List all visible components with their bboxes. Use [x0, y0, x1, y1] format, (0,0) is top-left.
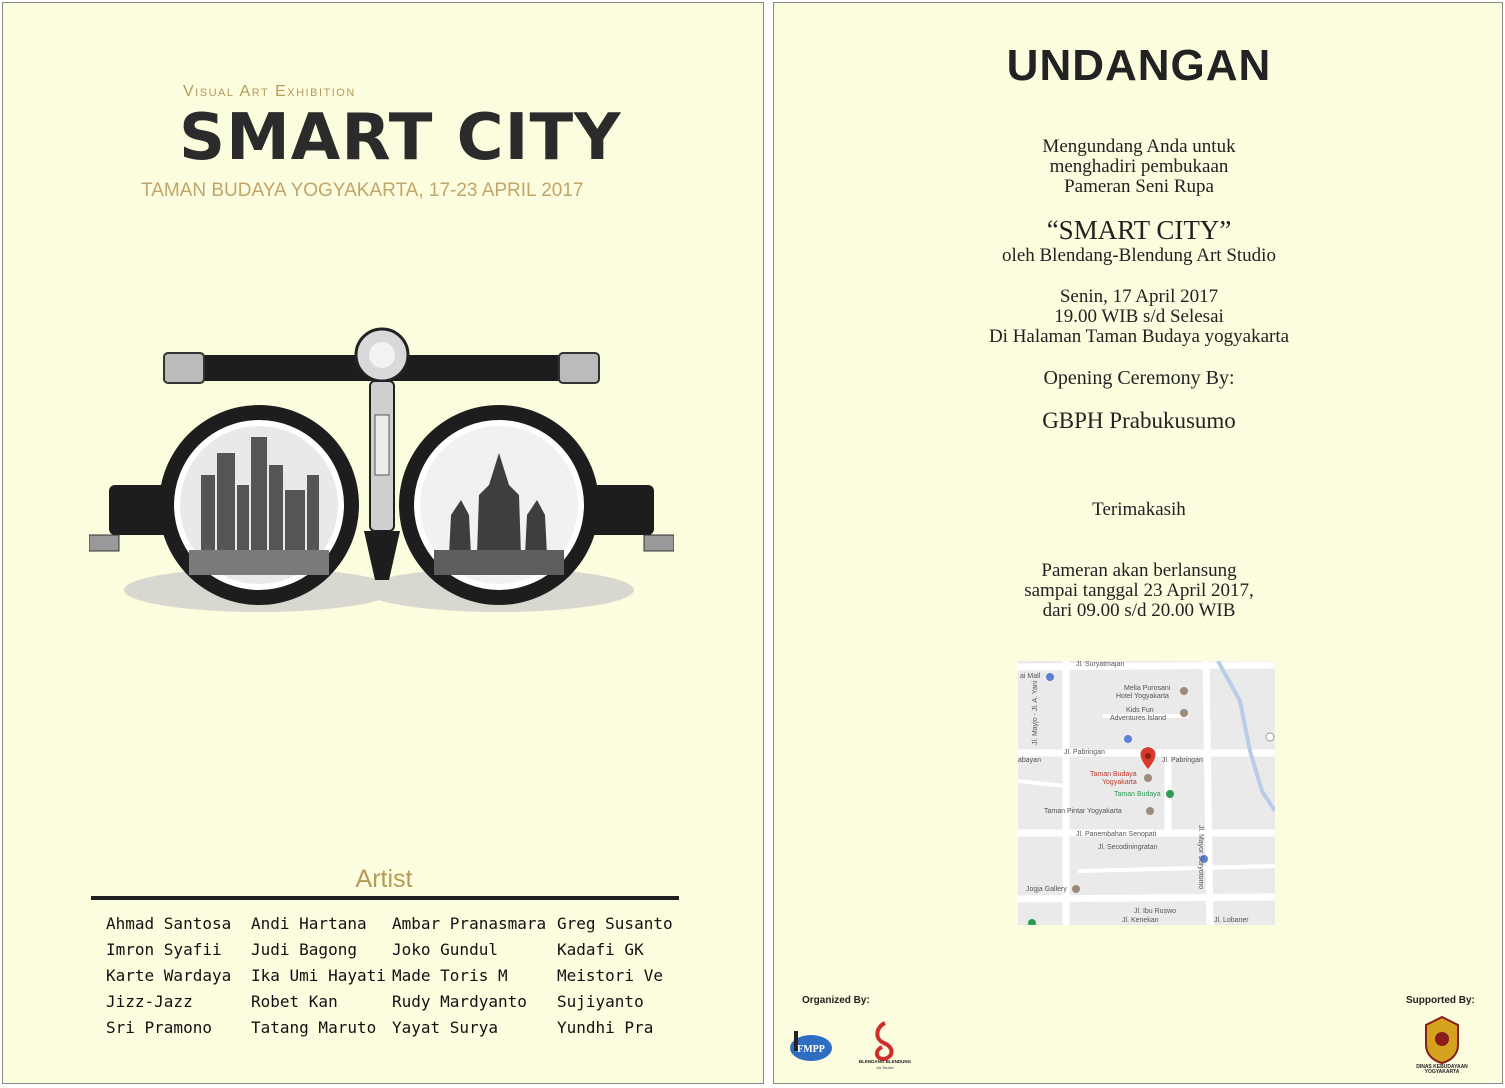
schedule-line: Senin, 17 April 2017 [1059, 286, 1219, 307]
map-label: Jl. Kenekan [1122, 917, 1159, 924]
artist-name: Judi Bagong [251, 940, 357, 959]
map-label: Adventures Island [1110, 715, 1167, 722]
period-line: sampai tanggal 23 April 2017, [1024, 580, 1254, 601]
intro-line: menghadiri pembukaan [1049, 156, 1229, 177]
map-label: Jl. Suryatmajan [1076, 661, 1125, 668]
artist-name: Ika Umi Hayati [251, 966, 386, 985]
intro-line: Mengundang Anda untuk [1042, 136, 1236, 157]
map-label: Taman Budaya [1114, 791, 1161, 798]
dinas-logo-text: DINAS KEBUDAYAAN [1416, 1064, 1468, 1070]
poster-title: SMART CITY [179, 101, 622, 175]
map-label: Melia Purosani [1124, 685, 1171, 692]
artist-name: Tatang Maruto [251, 1018, 377, 1037]
artist-name: Rudy Mardyanto [392, 992, 527, 1011]
artist-name: Yundhi Pra [557, 1018, 654, 1037]
map-label: Jl. Lobaner [1214, 917, 1249, 924]
thanks-text: Terimakasih [1092, 499, 1186, 520]
fmpp-logo-text: FMPP [797, 1044, 825, 1055]
artist-column [557, 911, 673, 1041]
opener-name: GBPH Prabukusumo [1042, 408, 1236, 433]
artist-name: Sujiyanto [557, 992, 644, 1011]
artist-name: Sri Pramono [106, 1018, 212, 1037]
invitation-page [773, 2, 1503, 1084]
artist-name: Kadafi GK [557, 940, 644, 959]
artist-name: Greg Susanto [557, 914, 673, 933]
artist-column [392, 911, 546, 1041]
intro-line: Pameran Seni Rupa [1064, 176, 1214, 197]
map-label: Yogyakarta [1102, 779, 1137, 786]
map-label: Jl. Pabringan [1162, 757, 1203, 764]
map-label: Jl. Panembahan Senopati [1076, 831, 1157, 838]
map-label: Taman Pintar Yogyakarta [1044, 808, 1122, 815]
artist-name: Andi Hartana [251, 914, 367, 933]
dinas-kebudayaan-logo [1414, 1015, 1470, 1073]
exhibition-period [774, 561, 1504, 621]
artist-name: Ambar Pranasmara [392, 914, 547, 933]
artist-name: Joko Gundul [392, 940, 498, 959]
artist-name: Robet Kan [251, 992, 338, 1011]
map-label: ai Mall [1020, 673, 1041, 680]
map-label: Jl. Mayjo - Jl. A. Yani [1032, 680, 1039, 745]
dinas-logo-text-2: YOGYAKARTA [1424, 1069, 1460, 1073]
map-label: Jl. Ibu Ruswo [1134, 908, 1177, 915]
opening-ceremony-label: Opening Ceremony By: [1043, 367, 1235, 389]
artist-name: Made Toris M [392, 966, 508, 985]
invitation-title: UNDANGAN [1006, 41, 1272, 90]
map-label: Jl. Secodiningratan [1098, 844, 1158, 851]
schedule-line: 19.00 WIB s/d Selesai [1054, 306, 1224, 327]
artist-heading: Artist [355, 865, 413, 893]
schedule-line: Di Halaman Taman Budaya yogyakarta [988, 326, 1290, 347]
map-label: Taman Budaya [1090, 771, 1137, 778]
artist-column [106, 911, 231, 1041]
fmpp-logo [788, 1029, 834, 1063]
artist-name: Ahmad Santosa [106, 914, 232, 933]
invitation-intro [774, 137, 1504, 197]
blendung-logo-text: BLENDANG BLENDUNG [858, 1059, 912, 1064]
organizer-line: oleh Blendang-Blendung Art Studio [1002, 245, 1276, 266]
artist-name: Yayat Surya [392, 1018, 498, 1037]
supported-by-label: Supported By: [1406, 995, 1475, 1006]
artist-name: Karte Wardaya [106, 966, 232, 985]
map-label: Jl. Pabringan [1064, 749, 1105, 756]
event-schedule [774, 287, 1504, 347]
period-line: Pameran akan berlansung [1041, 560, 1237, 581]
blendung-logo-subtext: Art Studio [876, 1065, 894, 1070]
period-line: dari 09.00 s/d 20.00 WIB [1042, 600, 1236, 621]
poster-subtitle: Visual Art Exhibition [183, 83, 356, 100]
map-label: abayan [1018, 757, 1041, 764]
artist-name: Meistori Ve [557, 966, 663, 985]
poster-venue-dates: TAMAN BUDAYA YOGYAKARTA, 17-23 APRIL 2017 [141, 180, 584, 201]
trial-frame-glasses-illustration [89, 325, 674, 645]
organized-by-label: Organized By: [802, 995, 870, 1006]
map-label: Kids Fun [1126, 707, 1154, 714]
event-title: “SMART CITY” [1046, 215, 1232, 245]
map-label: Jogja Gallery [1026, 886, 1067, 893]
artist-divider [91, 896, 679, 900]
poster-page [2, 2, 764, 1084]
map-label: Hotel Yogyakarta [1116, 693, 1169, 700]
blendang-blendung-logo [854, 1019, 916, 1071]
artist-name: Imron Syafii [106, 940, 222, 959]
location-map [1018, 661, 1275, 925]
map-label: Jl. Mayor Suryotomo [1197, 825, 1204, 890]
artist-column [251, 911, 386, 1041]
artist-name: Jizz-Jazz [106, 992, 193, 1011]
